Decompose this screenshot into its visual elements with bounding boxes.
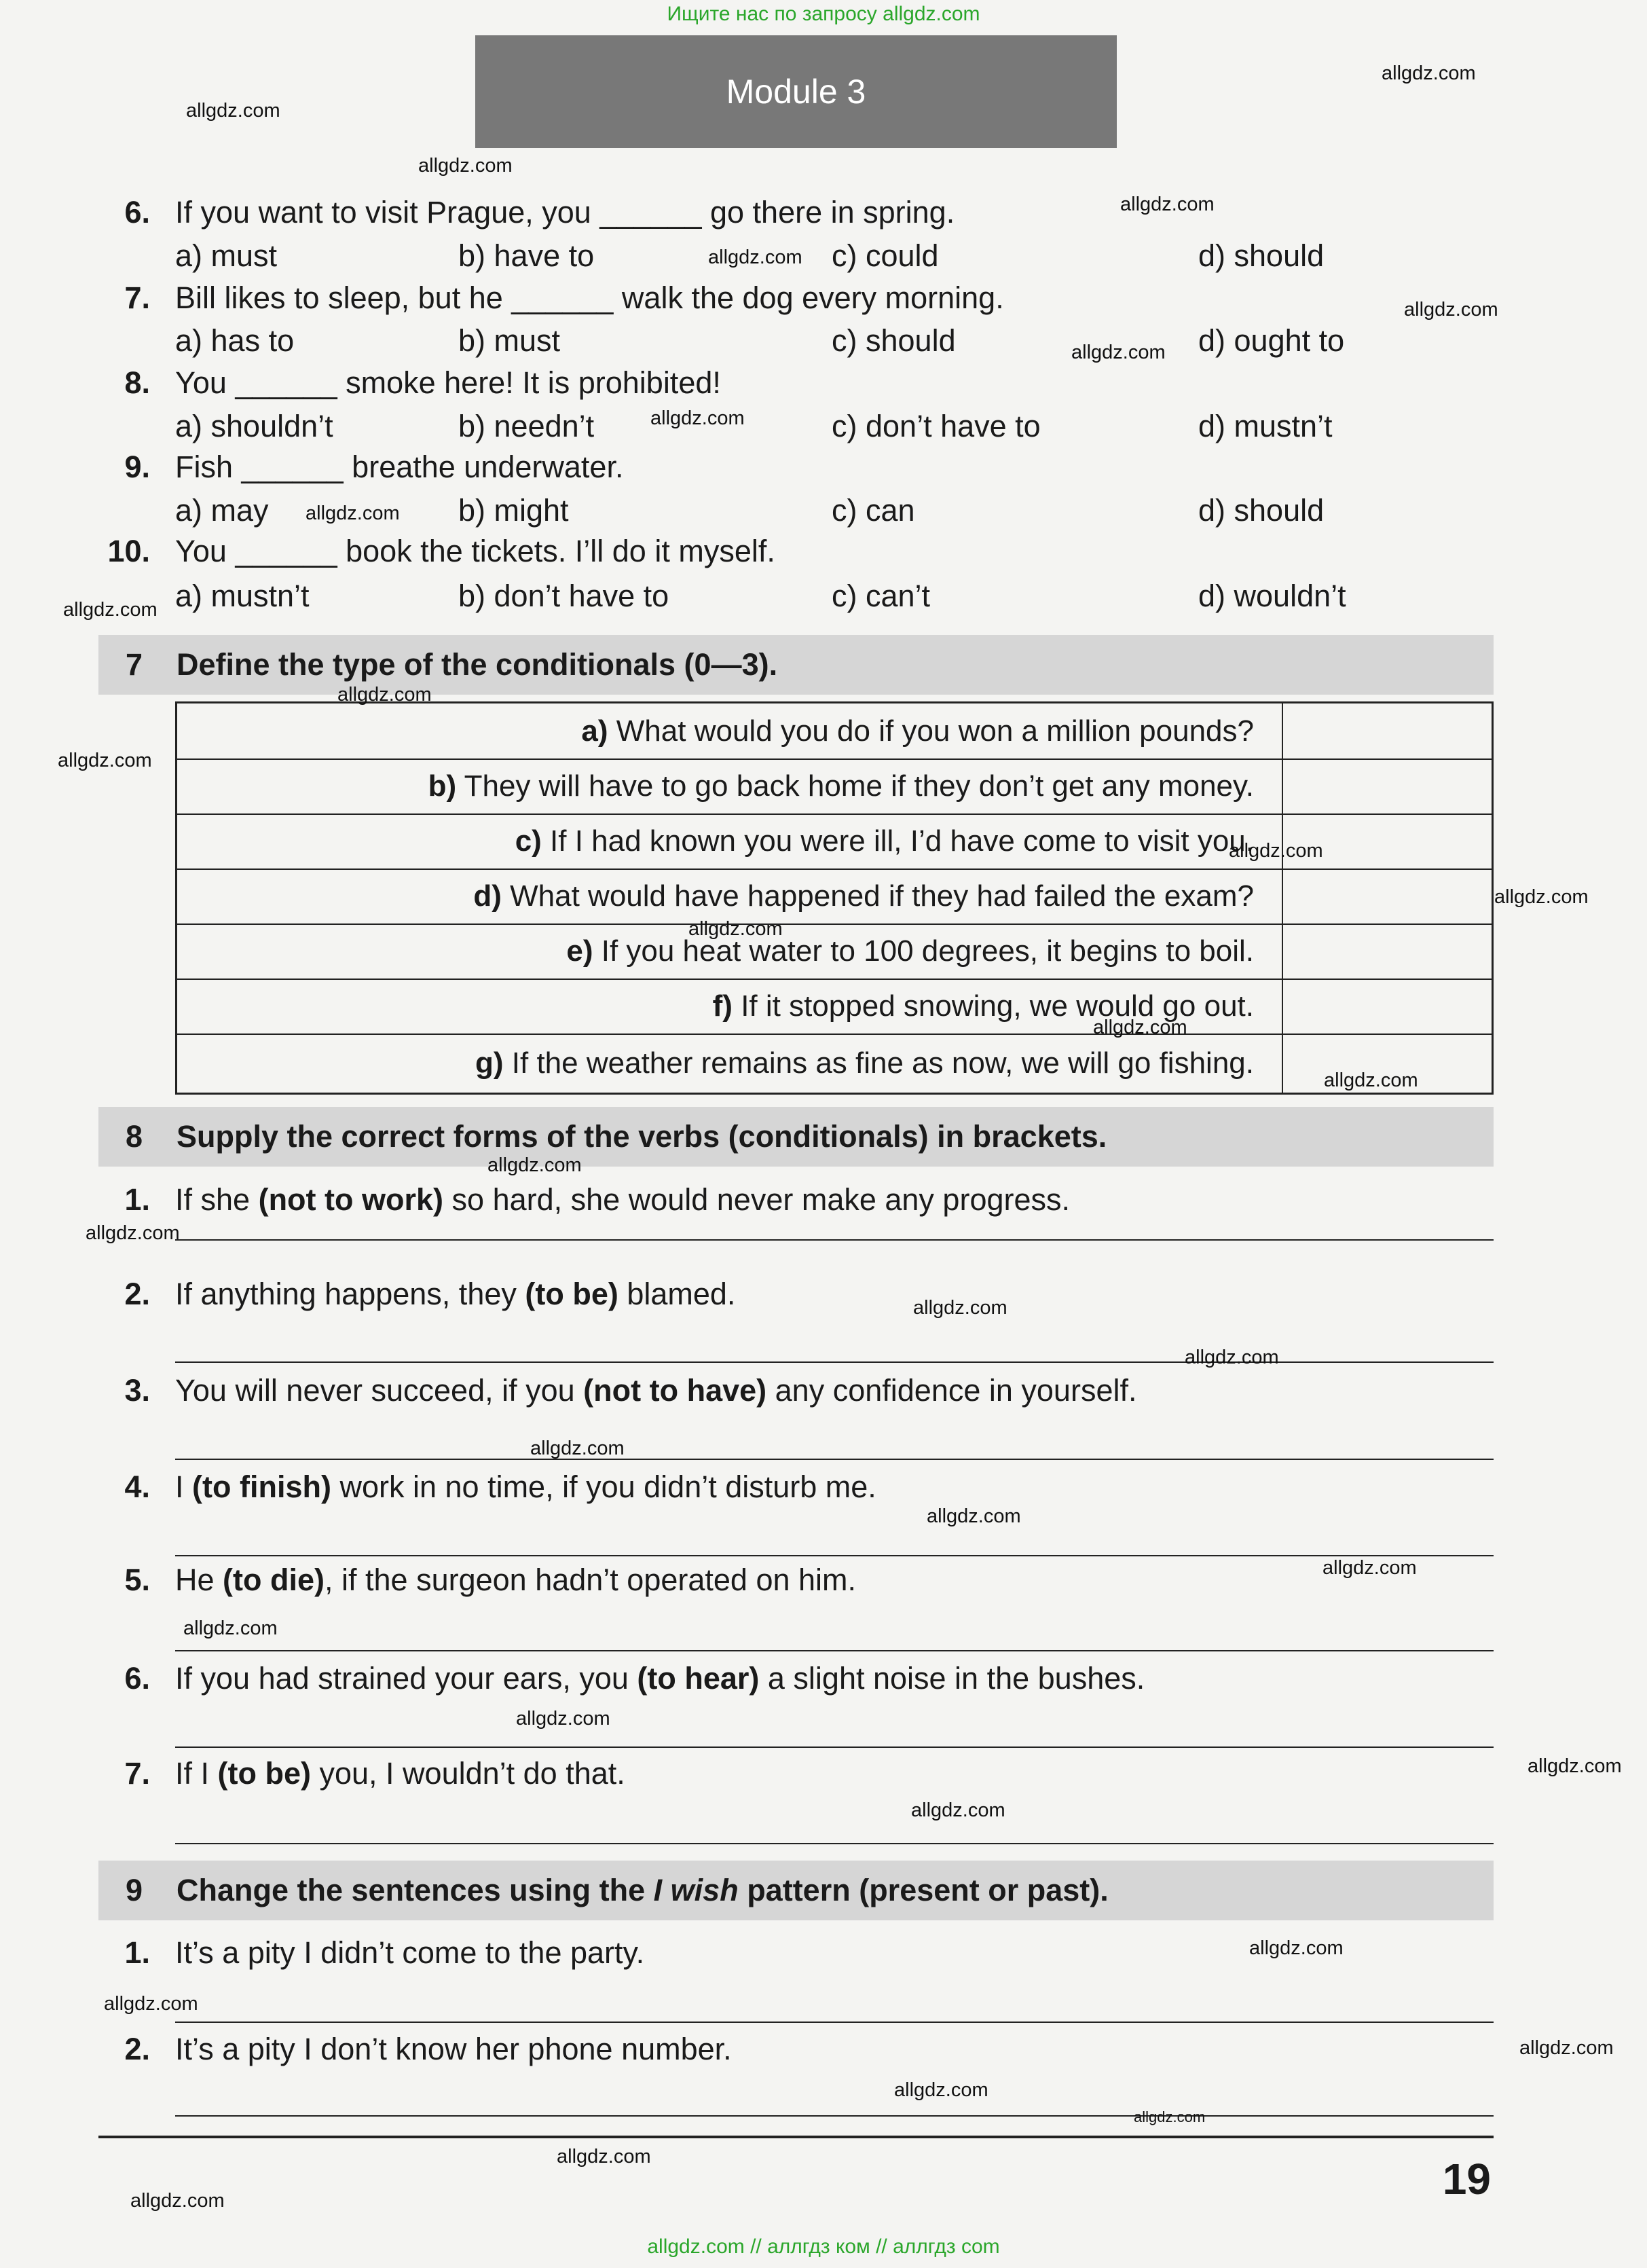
table-row bbox=[177, 978, 1492, 1035]
answer-cell-divider bbox=[1282, 703, 1283, 758]
watermark: allgdz.com bbox=[708, 246, 802, 268]
watermark: allgdz.com bbox=[63, 599, 158, 621]
question-6-options bbox=[0, 236, 1647, 276]
item-number: 6. bbox=[124, 1661, 150, 1696]
option-d: d) ought to bbox=[1198, 323, 1345, 358]
watermark: allgdz.com bbox=[1229, 840, 1323, 862]
module-header bbox=[475, 35, 1117, 148]
exercise-8-item-1 bbox=[0, 1179, 1647, 1220]
question-text: Bill likes to sleep, but he ______ walk the dog every morning. bbox=[175, 280, 1004, 315]
option-b: b) don’t have to bbox=[458, 579, 669, 613]
answer-cell-divider bbox=[1282, 1034, 1283, 1093]
question-9-options bbox=[0, 490, 1647, 531]
question-6 bbox=[0, 192, 1647, 233]
watermark: allgdz.com bbox=[183, 1617, 278, 1639]
top-banner: Ищите нас по запросу allgdz.com bbox=[667, 3, 980, 25]
watermark: allgdz.com bbox=[1249, 1937, 1344, 1959]
answer-line[interactable] bbox=[175, 1843, 1494, 1844]
item-text: If she (not to work) so hard, she would never make any progress. bbox=[175, 1182, 1071, 1217]
exercise-9-item-1 bbox=[0, 1933, 1647, 1973]
watermark: allgdz.com bbox=[104, 1993, 198, 2015]
answer-line[interactable] bbox=[175, 2115, 1494, 2117]
watermark: allgdz.com bbox=[516, 1708, 610, 1730]
item-number: 5. bbox=[124, 1562, 150, 1597]
item-text: I (to finish) work in no time, if you didn’t disturb me. bbox=[175, 1469, 876, 1504]
watermark: allgdz.com bbox=[1519, 2037, 1614, 2059]
item-number: 2. bbox=[124, 2032, 150, 2066]
option-b: b) must bbox=[458, 323, 561, 358]
watermark: allgdz.com bbox=[130, 2190, 225, 2212]
question-number: 7. bbox=[124, 280, 150, 315]
watermark: allgdz.com bbox=[1382, 62, 1476, 84]
option-c: c) can’t bbox=[832, 579, 931, 613]
answer-line[interactable] bbox=[175, 2022, 1494, 2023]
watermark: allgdz.com bbox=[650, 407, 745, 429]
question-10-options bbox=[0, 576, 1647, 617]
section-number: 8 bbox=[126, 1119, 143, 1154]
module-title: Module 3 bbox=[726, 73, 866, 111]
answer-line[interactable] bbox=[175, 1239, 1494, 1241]
question-text: Fish ______ breathe underwater. bbox=[175, 450, 624, 484]
option-a: a) has to bbox=[175, 323, 295, 358]
section-title: Change the sentences using the I wish pattern (present or past). bbox=[177, 1873, 1109, 1907]
watermark: allgdz.com bbox=[86, 1222, 180, 1244]
row-sentence: b) They will have to go back home if they don’t get any money. bbox=[428, 769, 1254, 803]
section-title: Define the type of the conditionals (0—3). bbox=[177, 647, 778, 682]
option-d: d) wouldn’t bbox=[1198, 579, 1346, 613]
answer-cell-divider bbox=[1282, 923, 1283, 978]
row-sentence: d) What would have happened if they had failed the exam? bbox=[473, 879, 1254, 913]
option-c: c) should bbox=[832, 323, 956, 358]
option-c: c) could bbox=[832, 238, 939, 273]
section-number: 7 bbox=[126, 647, 143, 682]
page-number: 19 bbox=[1442, 2155, 1491, 2203]
watermark: allgdz.com bbox=[487, 1154, 582, 1176]
watermark: allgdz.com bbox=[58, 750, 152, 771]
exercise-8-item-4 bbox=[0, 1467, 1647, 1507]
item-number: 7. bbox=[124, 1756, 150, 1791]
watermark: allgdz.com bbox=[1322, 1557, 1417, 1579]
answer-line[interactable] bbox=[175, 1459, 1494, 1460]
table-row bbox=[177, 1034, 1492, 1093]
question-number: 10. bbox=[107, 534, 150, 568]
option-d: d) should bbox=[1198, 493, 1325, 528]
watermark: allgdz.com bbox=[894, 2079, 988, 2101]
watermark: allgdz.com bbox=[557, 2146, 651, 2168]
footer-rule bbox=[98, 2136, 1494, 2138]
answer-line[interactable] bbox=[175, 1555, 1494, 1556]
watermark: allgdz.com bbox=[1404, 299, 1498, 321]
option-a: a) must bbox=[175, 238, 278, 273]
section-7-header bbox=[98, 635, 1494, 695]
option-b: b) might bbox=[458, 493, 569, 528]
watermark: allgdz.com bbox=[1185, 1347, 1279, 1368]
item-text: It’s a pity I didn’t come to the party. bbox=[175, 1935, 645, 1970]
option-c: c) don’t have to bbox=[832, 409, 1041, 443]
question-number: 8. bbox=[124, 365, 150, 400]
option-a: a) shouldn’t bbox=[175, 409, 333, 443]
row-sentence: g) If the weather remains as fine as now, we will go fishing. bbox=[475, 1046, 1254, 1080]
item-text: If I (to be) you, I wouldn’t do that. bbox=[175, 1756, 625, 1791]
item-number: 4. bbox=[124, 1469, 150, 1504]
conditionals-table bbox=[175, 701, 1494, 1095]
item-number: 1. bbox=[124, 1935, 150, 1970]
watermark: allgdz.com bbox=[418, 155, 513, 177]
answer-cell-divider bbox=[1282, 868, 1283, 923]
answer-line[interactable] bbox=[175, 1361, 1494, 1363]
item-text: It’s a pity I don’t know her phone number. bbox=[175, 2032, 732, 2066]
question-7-options bbox=[0, 321, 1647, 361]
watermark: allgdz.com bbox=[1528, 1755, 1622, 1777]
exercise-8-item-7 bbox=[0, 1753, 1647, 1794]
option-c: c) can bbox=[832, 493, 915, 528]
item-text: If anything happens, they (to be) blamed. bbox=[175, 1277, 736, 1311]
item-text: He (to die), if the surgeon hadn’t operated on him. bbox=[175, 1562, 857, 1597]
watermark: allgdz.com bbox=[911, 1799, 1005, 1821]
item-text: If you had strained your ears, you (to hear) a slight noise in the bushes. bbox=[175, 1661, 1145, 1696]
exercise-8-item-2 bbox=[0, 1274, 1647, 1315]
question-9 bbox=[0, 447, 1647, 488]
section-title: Supply the correct forms of the verbs (conditionals) in brackets. bbox=[177, 1119, 1107, 1154]
question-8-options bbox=[0, 406, 1647, 447]
answer-cell-divider bbox=[1282, 978, 1283, 1034]
answer-line[interactable] bbox=[175, 1746, 1494, 1748]
watermark: allgdz.com bbox=[1324, 1069, 1418, 1091]
question-7 bbox=[0, 278, 1647, 318]
watermark: allgdz.com bbox=[337, 684, 432, 706]
question-text: If you want to visit Prague, you ______ go there in spring. bbox=[175, 195, 955, 230]
row-sentence: c) If I had known you were ill, I’d have come to visit you. bbox=[515, 824, 1254, 858]
option-d: d) mustn’t bbox=[1198, 409, 1333, 443]
section-8-header bbox=[98, 1107, 1494, 1167]
watermark: allgdz.com bbox=[186, 100, 280, 122]
bottom-banner: allgdz.com // аллгдз ком // аллгдз com bbox=[647, 2235, 1000, 2258]
watermark: allgdz.com bbox=[1494, 886, 1589, 908]
section-9-header bbox=[98, 1861, 1494, 1920]
exercise-8-item-3 bbox=[0, 1370, 1647, 1411]
option-d: d) should bbox=[1198, 238, 1325, 273]
question-number: 9. bbox=[124, 450, 150, 484]
option-a: a) may bbox=[175, 493, 269, 528]
watermark: allgdz.com bbox=[1120, 194, 1215, 215]
item-number: 1. bbox=[124, 1182, 150, 1217]
option-a: a) mustn’t bbox=[175, 579, 310, 613]
table-row bbox=[177, 703, 1492, 760]
watermark: allgdz.com bbox=[927, 1505, 1021, 1527]
table-row bbox=[177, 758, 1492, 815]
item-number: 3. bbox=[124, 1373, 150, 1408]
row-sentence: a) What would you do if you won a million pounds? bbox=[581, 714, 1254, 748]
watermark: allgdz.com bbox=[688, 918, 783, 940]
question-text: You ______ smoke here! It is prohibited! bbox=[175, 365, 721, 400]
item-number: 2. bbox=[124, 1277, 150, 1311]
section-number: 9 bbox=[126, 1873, 143, 1907]
watermark: allgdz.com bbox=[913, 1297, 1007, 1319]
exercise-9-item-2 bbox=[0, 2029, 1647, 2070]
answer-line[interactable] bbox=[175, 1650, 1494, 1651]
question-10 bbox=[0, 531, 1647, 572]
answer-cell-divider bbox=[1282, 758, 1283, 813]
table-row bbox=[177, 868, 1492, 925]
watermark: allgdz.com bbox=[1134, 2108, 1206, 2125]
watermark: allgdz.com bbox=[530, 1438, 625, 1459]
row-sentence: f) If it stopped snowing, we would go out. bbox=[712, 989, 1254, 1023]
table-row bbox=[177, 923, 1492, 980]
row-sentence: e) If you heat water to 100 degrees, it begins to boil. bbox=[566, 934, 1254, 968]
watermark: allgdz.com bbox=[1093, 1017, 1187, 1038]
question-number: 6. bbox=[124, 195, 150, 230]
option-b: b) have to bbox=[458, 238, 595, 273]
question-text: You ______ book the tickets. I’ll do it myself. bbox=[175, 534, 775, 568]
item-text: You will never succeed, if you (not to have) any confidence in yourself. bbox=[175, 1373, 1137, 1408]
option-b: b) needn’t bbox=[458, 409, 595, 443]
question-8 bbox=[0, 363, 1647, 403]
watermark: allgdz.com bbox=[306, 502, 400, 524]
exercise-8-item-6 bbox=[0, 1658, 1647, 1699]
watermark: allgdz.com bbox=[1071, 342, 1166, 363]
